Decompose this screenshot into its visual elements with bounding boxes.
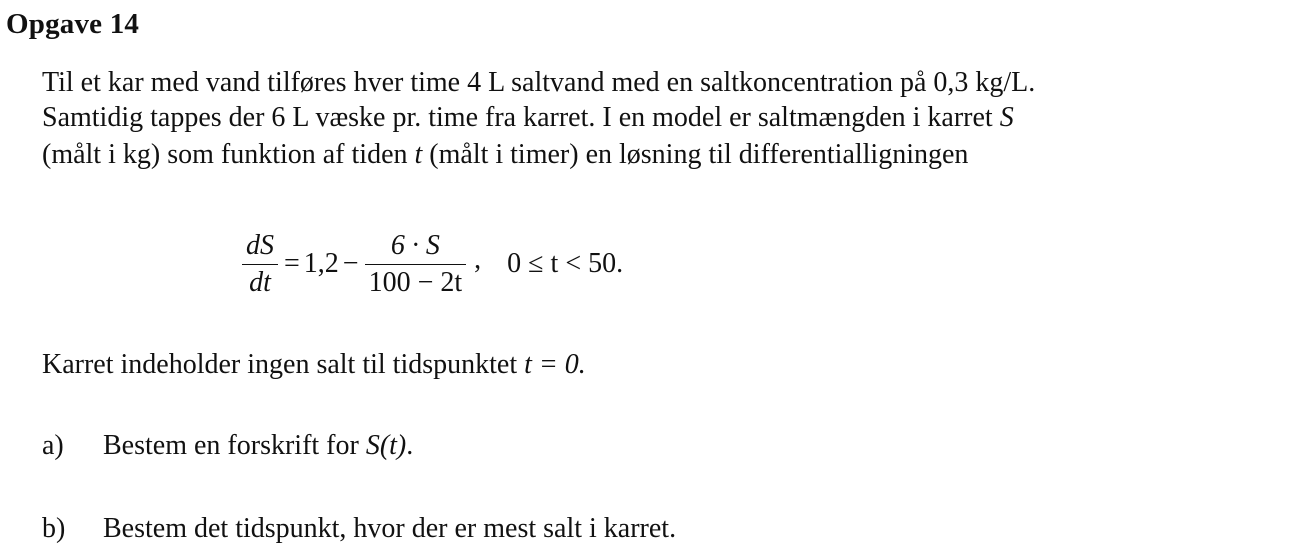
constant-term: 1,2 [303, 248, 339, 279]
lhs-fraction [242, 228, 278, 301]
intro-line-2-text: Samtidig tappes der 6 L væske pr. time fra karret. I en model er saltmængden i karret [42, 102, 993, 133]
question-b [42, 510, 676, 547]
minus-sign: − [342, 248, 359, 279]
question-b-text: Bestem det tidspunkt, hvor der er mest salt i karret. [103, 513, 677, 544]
rhs-numerator: 6 · S [390, 229, 440, 261]
equation-comma: , [474, 244, 482, 275]
question-b-label: b) [42, 513, 66, 544]
differential-equation [240, 222, 623, 306]
lhs-numerator: dS [246, 229, 274, 261]
question-a-math: S(t) [365, 430, 407, 461]
intro-line-3-rest: (målt i timer) en løsning til differentialligningen [429, 139, 969, 170]
rhs-denominator: 100 − 2t [368, 266, 463, 298]
intro-line-3-text: (målt i kg) som funktion af tiden [42, 139, 408, 170]
intro-line-3 [42, 136, 968, 173]
intro-line-1: Til et kar med vand tilføres hver time 4 L saltvand med en saltkoncentration på 0,3 kg/L. [42, 67, 1036, 98]
intro-line-2 [42, 99, 1014, 136]
equation-domain: 0 ≤ t < 50. [507, 248, 624, 279]
variable-t: t [414, 139, 423, 170]
initial-condition-text: Karret indeholder ingen salt til tidspunktet [42, 349, 518, 380]
question-a-label: a) [42, 430, 64, 461]
rhs-fraction [365, 228, 467, 301]
question-a [42, 427, 413, 464]
variable-s: S [999, 102, 1014, 133]
lhs-denominator: dt [249, 266, 271, 298]
question-a-text: Bestem en forskrift for [103, 430, 359, 461]
equals-sign: = [284, 248, 300, 279]
initial-condition [42, 346, 586, 383]
initial-condition-math: t = 0. [524, 349, 586, 380]
question-a-end: . [406, 430, 414, 461]
exercise-title: Opgave 14 [6, 8, 140, 40]
